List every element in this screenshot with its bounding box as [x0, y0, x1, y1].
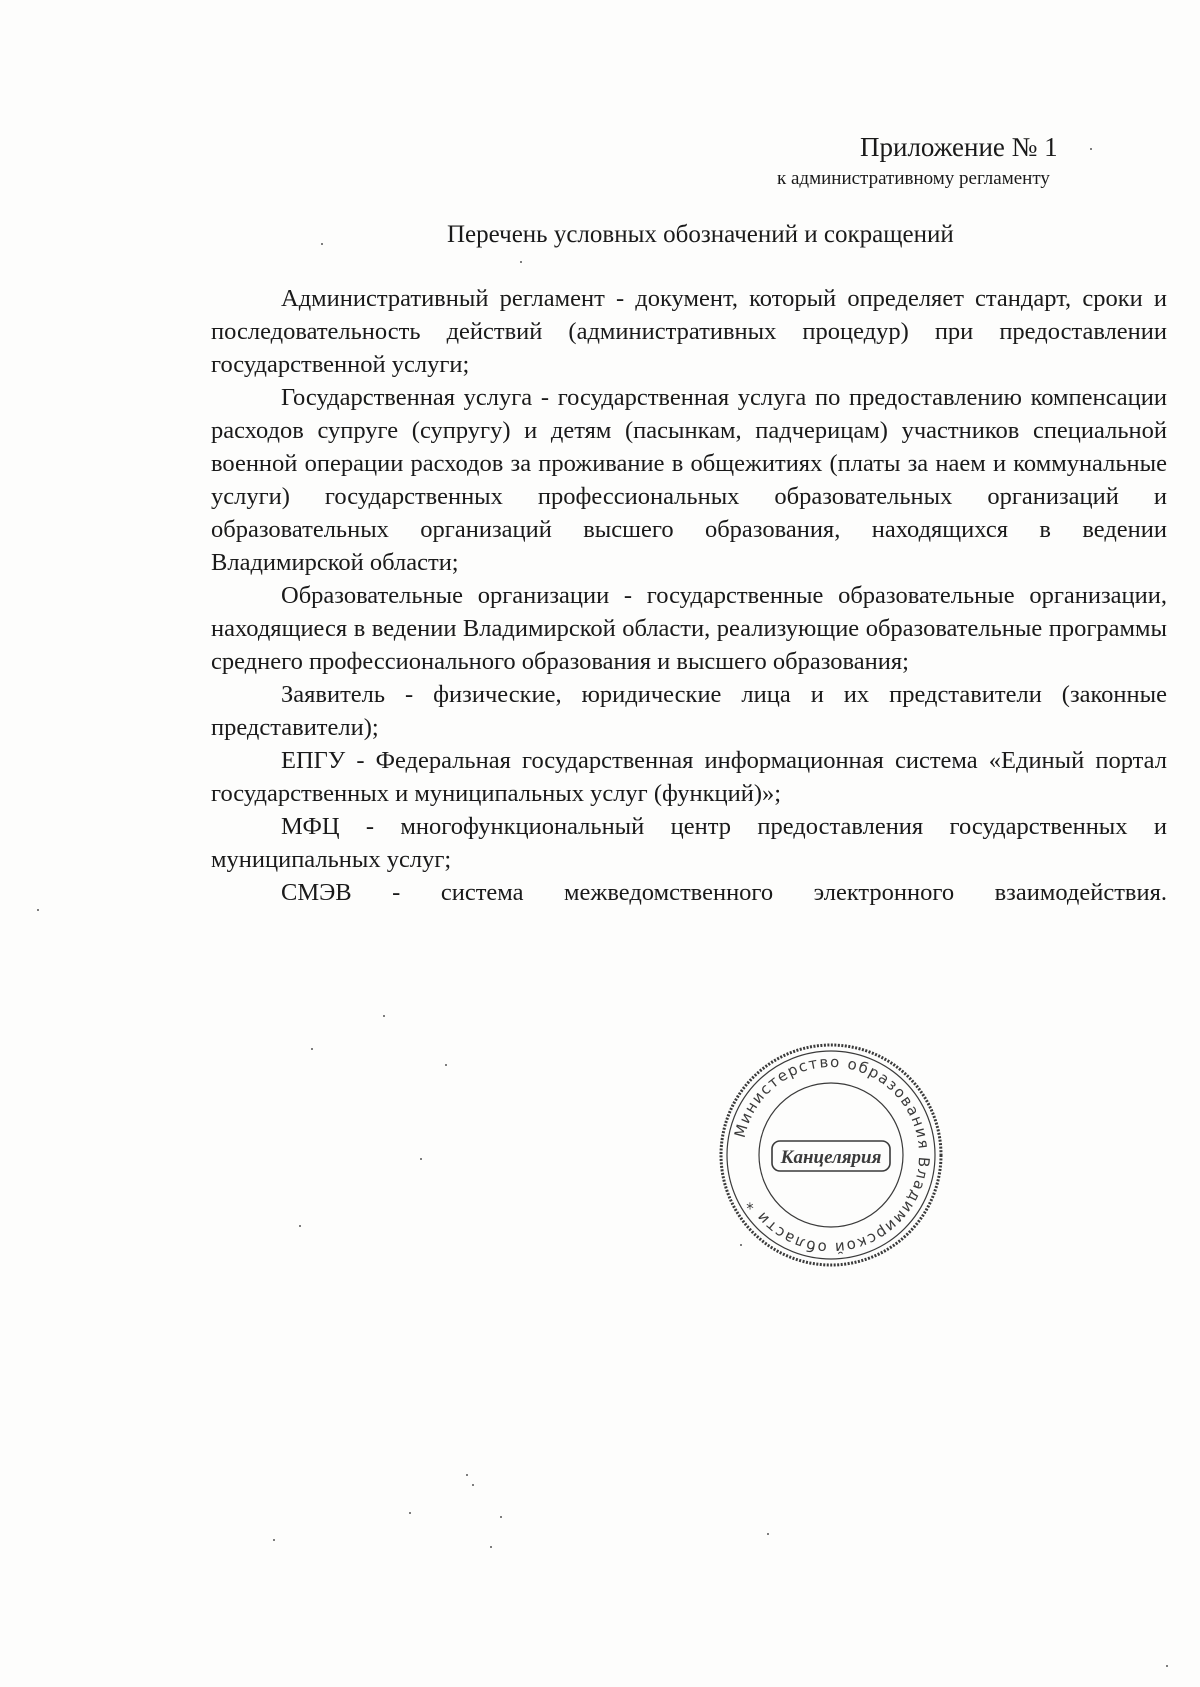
paragraph-mfc: МФЦ - многофункциональный центр предоставления государственных и муниципальных услуг; [211, 813, 1167, 873]
scan-speck [299, 1225, 301, 1227]
scan-speck [767, 1533, 769, 1535]
paragraph-educational-organizations: Образовательные организации - государственные образовательные организации, находящиеся в ведении Владимирской области, реализующие образовательные программы среднего профессионального образования и высшего образования; [211, 582, 1167, 675]
paragraph-applicant: Заявитель - физические, юридические лица и их представители (законные представители); [211, 681, 1167, 741]
scan-speck [490, 1546, 492, 1548]
document-body [211, 282, 1167, 909]
paragraph-state-service: Государственная услуга - государственная услуга по предоставлению компенсации расходов супруге (супругу) и детям (пасынкам, падчерицам) участников специальной военной операции расходов за проживание в общежитиях (платы за наем и коммунальные услуги) государственных профессиональных образовательных организаций и образовательных организаций высшего образования, находящихся в ведении Владимирской области; [211, 384, 1167, 576]
document-heading: Перечень условных обозначений и сокращений [447, 221, 954, 248]
scan-speck [500, 1516, 502, 1518]
scan-speck [37, 909, 39, 911]
appendix-title: Приложение № 1 [860, 132, 1058, 162]
scan-speck [1090, 148, 1092, 150]
scan-speck [321, 243, 323, 245]
paragraph-smev: СМЭВ - система межведомственного электронного взаимодействия. [281, 879, 1167, 906]
appendix-subtitle: к административному регламенту [777, 168, 1050, 189]
scan-speck [383, 1015, 385, 1017]
office-stamp [716, 1040, 946, 1270]
scan-speck [472, 1484, 474, 1486]
scan-speck [420, 1158, 422, 1160]
stamp-center-text: Канцелярия [780, 1147, 882, 1168]
scan-speck [409, 1512, 411, 1514]
scan-speck [445, 1064, 447, 1066]
scan-speck [311, 1048, 313, 1050]
scan-speck [466, 1474, 468, 1476]
paragraph-admin-regulation: Административный регламент - документ, который определяет стандарт, сроки и последовательность действий (административных процедур) при предоставлении государственной услуги; [211, 285, 1167, 378]
scan-speck [1166, 1665, 1168, 1667]
stamp-ring-text: Министерство образования Владимирской области * [730, 1052, 934, 1258]
scan-speck [520, 261, 522, 263]
scan-speck [740, 1244, 742, 1246]
scan-speck [273, 1539, 275, 1541]
paragraph-epgu: ЕПГУ - Федеральная государственная информационная система «Единый портал государственных и муниципальных услуг (функций)»; [211, 747, 1167, 807]
